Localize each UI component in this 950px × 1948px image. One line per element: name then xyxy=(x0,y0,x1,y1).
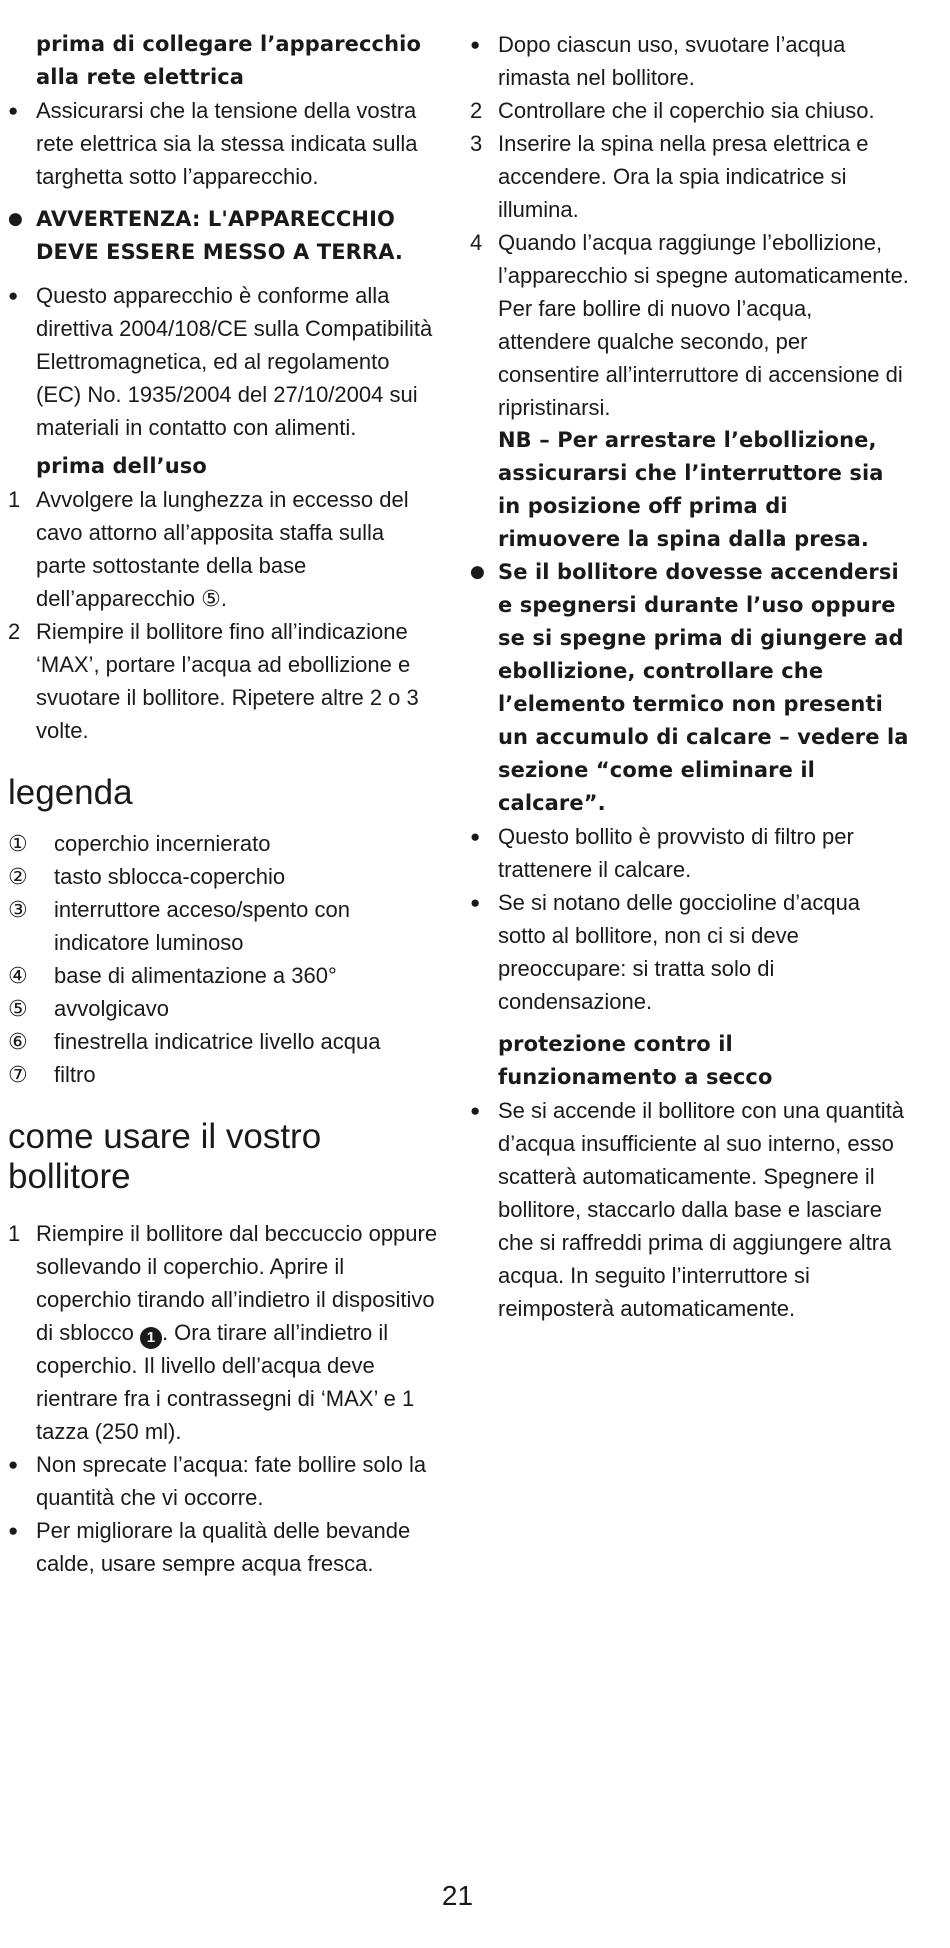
legend-number: ① xyxy=(8,831,28,856)
legend-number: ④ xyxy=(8,963,28,988)
list-item xyxy=(8,1514,440,1580)
legend-item xyxy=(8,1025,440,1058)
page-number: 21 xyxy=(441,1880,474,1911)
usage-title: come usare il vostro bollitore xyxy=(8,1117,322,1196)
bullet-icon: ● xyxy=(8,1521,19,1540)
before-use-step-2: Riempire il bollitore fino all’indicazione ‘MAX’, portare l’acqua ad ebollizione e svuotare il bollitore. Ripetere altre 2 o 3 volte. xyxy=(36,619,419,743)
step-number: 1 xyxy=(8,487,21,512)
step-number: 2 xyxy=(470,98,483,123)
compliance-text: Questo apparecchio è conforme alla direttiva 2004/108/CE sulla Compatibilità Elettromagnetica, ed al regolamento (EC) No. 1935/2004 del 27/10/2004 sui materiali in contatto con alimenti. xyxy=(36,283,433,440)
usage-step-1 xyxy=(36,1221,437,1444)
empty-after-use-text: Dopo ciascun uso, svuotare l’acqua rimasta nel bollitore. xyxy=(498,32,846,90)
legend-number: ⑤ xyxy=(8,996,28,1021)
legend-item xyxy=(8,992,440,1025)
bullet-icon: ● xyxy=(470,1101,481,1120)
filter-text: Questo bollito è provvisto di filtro per trattenere il calcare. xyxy=(498,824,854,882)
bullet-icon: ● xyxy=(470,562,485,582)
usage-step-1-text-a: Riempire il bollitore dal beccuccio oppure sollevando il coperchio. Aprire il coperchio tirando all’indietro il dispositivo di sblocco xyxy=(36,1221,438,1345)
heading-before-use: prima dell’uso xyxy=(36,454,207,478)
usage-step-4: Quando l’acqua raggiunge l’ebollizione, l’apparecchio si spegne automaticamente. Per fare bollire di nuovo l’acqua, attendere qualche secondo, per consentire all’interruttore di accensione di ripristinarsi. xyxy=(498,230,909,420)
usage-bullet-2: Per migliorare la qualità delle bevande calde, usare sempre acqua fresca. xyxy=(36,1518,411,1576)
step-number: 3 xyxy=(470,131,483,156)
legend-item xyxy=(8,860,440,893)
legend-text: interruttore acceso/spento con indicatore luminoso xyxy=(54,897,350,955)
legend-text: base di alimentazione a 360° xyxy=(54,963,337,988)
list-item xyxy=(470,556,910,820)
legend-number: ② xyxy=(8,864,28,889)
list-item xyxy=(8,615,440,747)
voltage-check-text: Assicurarsi che la tensione della vostra rete elettrica sia la stessa indicata sulla targhetta sotto l’apparecchio. xyxy=(36,98,418,189)
list-item xyxy=(8,1217,440,1448)
list-item xyxy=(8,483,440,615)
usage-step-3: Inserire la spina nella presa elettrica e accendere. Ora la spia indicatrice si illumina. xyxy=(498,131,869,222)
list-item xyxy=(470,28,910,94)
list-item xyxy=(8,1448,440,1514)
legend-title: legenda xyxy=(8,773,133,812)
bullet-icon: ● xyxy=(8,209,23,229)
lock-release-number-icon: 1 xyxy=(140,1327,162,1349)
bullet-icon: ● xyxy=(8,1455,19,1474)
list-item xyxy=(470,886,910,1018)
list-item xyxy=(470,820,910,886)
list-item xyxy=(8,203,440,269)
dry-boil-text: Se si accende il bollitore con una quantità d’acqua insufficiente al suo interno, esso scatterà automaticamente. Spegnere il bollitore, staccarlo dalla base e lasciare che si raffreddi prima di aggiungere altra acqua. In seguito l’interruttore si reimposterà automaticamente. xyxy=(498,1098,905,1321)
list-item xyxy=(470,226,910,424)
list-item xyxy=(470,127,910,226)
bullet-icon: ● xyxy=(470,893,481,912)
condensation-text: Se si notano delle goccioline d’acqua sotto al bollitore, non ci si deve preoccupare: si tratta solo di condensazione. xyxy=(498,890,861,1014)
right-column xyxy=(470,28,910,1325)
legend-item xyxy=(8,959,440,992)
step-number: 4 xyxy=(470,230,483,255)
step-number: 1 xyxy=(8,1221,21,1246)
legend-text: avvolgicavo xyxy=(54,996,169,1021)
left-column xyxy=(8,28,440,1580)
legend-text: coperchio incernierato xyxy=(54,831,271,856)
before-use-step-1: Avvolgere la lunghezza in eccesso del cavo attorno all’apposita staffa sulla parte sottostante della base dell’apparecchio ⑤. xyxy=(36,487,409,611)
step-number: 2 xyxy=(8,619,21,644)
list-item xyxy=(8,279,440,444)
grounding-warning: AVVERTENZA: L'APPARECCHIO DEVE ESSERE MESSO A TERRA. xyxy=(36,207,404,264)
legend-text: filtro xyxy=(54,1062,96,1087)
legend-item xyxy=(8,1058,440,1091)
legend-text: tasto sblocca-coperchio xyxy=(54,864,286,889)
usage-step-1-text-b: . Ora tirare all’indietro il coperchio. Il livello dell’acqua deve rientrare fra i contrassegni di ‘MAX’ e 1 tazza (250 ml). xyxy=(36,1320,415,1444)
bullet-icon: ● xyxy=(470,35,481,54)
limescale-warning: Se il bollitore dovesse accendersi e spegnersi durante l’uso oppure se si spegne prima di giungere ad ebollizione, controllare che l’elemento termico non presenti un accumulo di calcare – vedere la sezione “come eliminare il calcare”. xyxy=(498,560,909,815)
legend-list xyxy=(8,827,440,1091)
legend-number: ③ xyxy=(8,897,28,922)
usage-bullet-1: Non sprecate l’acqua: fate bollire solo la quantità che vi occorre. xyxy=(36,1452,427,1510)
legend-text: finestrella indicatrice livello acqua xyxy=(54,1029,381,1054)
list-item xyxy=(8,94,440,193)
heading-dry-boil-protection: protezione contro il funzionamento a secco xyxy=(498,1032,773,1089)
legend-item xyxy=(8,827,440,860)
bullet-icon: ● xyxy=(470,827,481,846)
legend-item xyxy=(8,893,440,959)
legend-number: ⑥ xyxy=(8,1029,28,1054)
list-item xyxy=(470,1094,910,1325)
list-item xyxy=(470,94,910,127)
bullet-icon: ● xyxy=(8,101,19,120)
usage-step-2: Controllare che il coperchio sia chiuso. xyxy=(498,98,875,123)
nb-note: NB – Per arrestare l’ebollizione, assicurarsi che l’interruttore sia in posizione off prima di rimuovere la spina dalla presa. xyxy=(498,428,884,551)
bullet-icon: ● xyxy=(8,286,19,305)
heading-before-connecting: prima di collegare l’apparecchio alla rete elettrica xyxy=(36,32,421,89)
legend-number: ⑦ xyxy=(8,1062,28,1087)
